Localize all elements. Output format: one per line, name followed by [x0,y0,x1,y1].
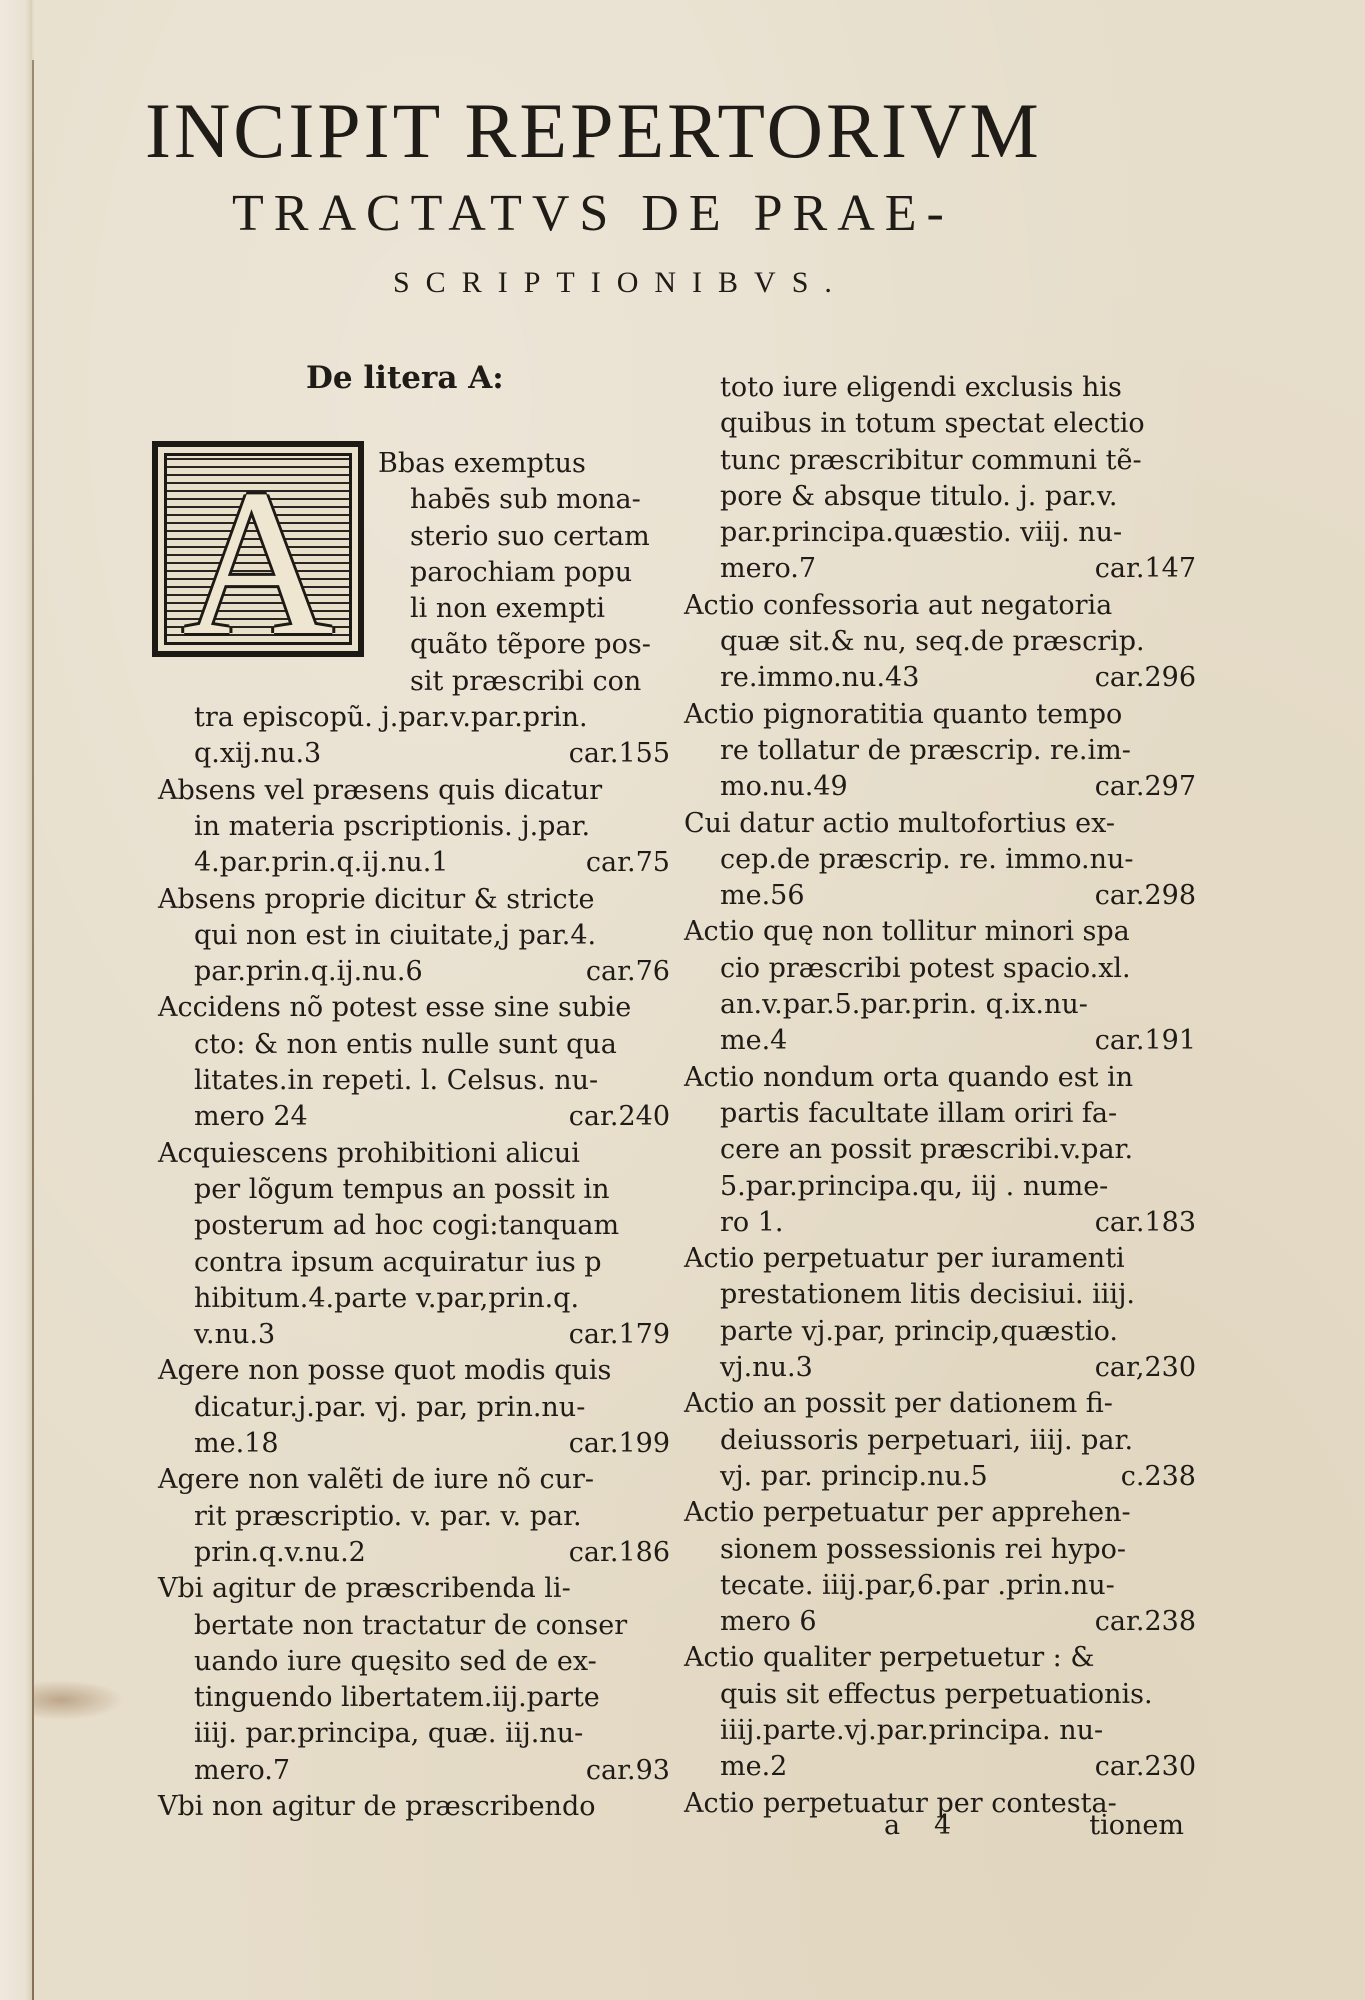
right-column-entries [684,370,1196,1822]
paper-stain [34,1680,124,1720]
entry-text: an.v.par.5.par.prin. q.ix.nu- [720,989,1088,1021]
folio-reference: car.183 [1094,1206,1196,1238]
index-entry-line [684,443,1196,479]
index-entry-head [684,1640,1196,1676]
entry-text: 5.par.principa.qu, iij . nume- [720,1170,1109,1202]
entry-text: Actio confessoria aut negatoria [684,589,1113,621]
index-entry-line [158,1680,670,1716]
folio-reference: car.155 [568,738,670,770]
entry-text: 4.par.prin.q.ij.nu.1 [194,847,449,879]
index-entry-line [684,1604,1196,1640]
entry-text: Accidens nõ potest esse sine subie [158,992,632,1024]
index-entry-line [158,482,670,518]
index-entry-line [684,1532,1196,1568]
index-entry-line [684,624,1196,660]
index-entry-line [684,1459,1196,1495]
entry-text: par.prin.q.ij.nu.6 [194,956,423,988]
index-entry-line [684,1023,1196,1059]
entry-text: mo.nu.49 [720,771,848,803]
folio-reference: car.186 [568,1536,670,1568]
index-entry-line [158,845,670,881]
index-entry-line [684,406,1196,442]
folio-reference: car.199 [568,1428,670,1460]
index-entry-line [158,1027,670,1063]
folio-reference: c.238 [1120,1460,1196,1492]
index-entry-line [684,370,1196,406]
index-entry-line [158,809,670,845]
entry-text: iiij.parte.vj.par.principa. nu- [720,1714,1104,1746]
entry-text: quis sit effectus perpetuationis. [720,1678,1153,1710]
entry-text: mero 6 [720,1606,817,1638]
index-entry-head [158,1789,670,1825]
folio-reference: car,230 [1094,1352,1196,1384]
title-line-1: INCIPIT REPERTORIVM [145,87,1042,174]
entry-text: Cui datur actio multofortius ex- [684,807,1115,839]
left-column [158,358,670,1825]
entry-text: me.4 [720,1025,788,1057]
entry-text: litates.in repeti. l. Celsus. nu- [194,1065,599,1097]
entry-text: me.56 [720,880,805,912]
entry-text: Agere non valẽti de iure nõ cur- [158,1464,594,1496]
title-line-2: TRACTATVS DE PRAE- [232,185,954,242]
entry-text: rit præscriptio. v. par. v. par. [194,1500,582,1532]
index-entry-line [684,733,1196,769]
entry-text: Actio perpetuatur per iuramenti [684,1243,1125,1275]
index-entry-line [684,1132,1196,1168]
entry-text: me.2 [720,1751,788,1783]
index-entry-line [684,1205,1196,1241]
index-entry-line [158,700,670,736]
entry-text: Vbi non agitur de præscribendo [158,1790,596,1822]
entry-text: dicatur.j.par. vj. par, prin.nu- [194,1391,586,1423]
folio-reference: car.238 [1094,1606,1196,1638]
entry-text: qui non est in ciuitate,j par.4. [194,919,597,951]
index-entry-head [158,882,670,918]
index-entry-line [158,555,670,591]
index-entry-line [158,1426,670,1462]
entry-text: li non exempti [410,593,606,625]
entry-text: contra ipsum acquiratur ius p [194,1246,602,1278]
entry-text: deiussoris perpetuari, iiij. par. [720,1424,1134,1456]
entry-text: Absens proprie dicitur & stricte [158,883,595,915]
entry-text: Actio pignoratitia quanto tempo [684,698,1123,730]
entry-text: quæ sit.& nu, seq.de præscrip. [720,626,1145,658]
entry-text: Agere non posse quot modis quis [158,1355,612,1387]
index-entry-head [158,1353,670,1389]
entry-text: prin.q.v.nu.2 [194,1536,366,1568]
entry-text: sterio suo certam [410,520,650,552]
entry-text: me.18 [194,1428,279,1460]
entry-text: Acquiescens prohibitioni alicui [158,1137,580,1169]
entry-text: parochiam popu [410,556,633,588]
right-column [684,370,1196,1822]
entry-text: prestationem litis decisiui. iiij. [720,1279,1136,1311]
entry-text: Vbi agitur de præscribenda li- [158,1573,571,1605]
index-entry-line [158,1208,670,1244]
entry-text: uando iure quęsito sed de ex- [194,1645,597,1677]
catchword: tionem [1089,1810,1184,1841]
index-entry-line [684,1749,1196,1785]
entry-text: Actio qualiter perpetuetur : & [684,1642,1095,1674]
section-heading: De litera A: [306,360,504,396]
page-number: 4 [934,1810,952,1841]
entry-text: quibus in totum spectat electio [720,408,1145,440]
entry-text: mero.7 [194,1754,291,1786]
index-entry-head [684,1060,1196,1096]
index-entry-line [684,951,1196,987]
entry-text: in materia pscriptionis. j.par. [194,810,591,842]
entry-text: Absens vel præsens quis dicatur [158,774,603,806]
index-entry-line [684,1277,1196,1313]
index-entry-head [158,1571,670,1607]
index-entry-head [684,697,1196,733]
index-entry-line [158,1317,670,1353]
entry-text: Bbas exemptus [378,448,586,479]
index-entry-line [158,1281,670,1317]
index-entry-line [684,842,1196,878]
entry-text: cto: & non entis nulle sunt qua [194,1028,617,1060]
folio-reference: car.93 [585,1754,670,1786]
index-entry-line [158,1172,670,1208]
entry-text: tecate. iiij.par,6.par .prin.nu- [720,1569,1115,1601]
entry-text: partis facultate illam oriri fa- [720,1097,1118,1129]
index-entry-line [684,1713,1196,1749]
folio-reference: car.147 [1094,553,1196,585]
entry-text: Actio quę non tollitur minori spa [684,916,1130,948]
index-entry-line [684,1314,1196,1350]
entry-text: toto iure eligendi exclusis his [720,372,1122,403]
folio-reference: car.298 [1094,880,1196,912]
index-entry-line [158,1063,670,1099]
left-column-entries [158,446,670,1825]
entry-text: habēs sub mona- [410,484,641,516]
spacer [158,418,670,446]
index-entry-line [158,1245,670,1281]
signature-mark: a [884,1810,901,1841]
entry-text: bertate non tractatur de conser [194,1609,628,1641]
index-entry-line [158,1390,670,1426]
index-entry-line [684,479,1196,515]
entry-text: pore & absque titulo. j. par.v. [720,480,1118,512]
entry-text: parte vj.par, princip,quæstio. [720,1315,1118,1347]
index-entry-head [684,1241,1196,1277]
folio-reference: car.230 [1094,1751,1196,1783]
entry-text: par.principa.quæstio. viij. nu- [720,517,1123,549]
index-entry-line [158,736,670,772]
entry-text: cep.de præscrip. re. immo.nu- [720,843,1134,875]
index-entry-line [158,954,670,990]
index-entry-head [158,1462,670,1498]
index-entry-line [158,519,670,555]
index-entry-line [684,1677,1196,1713]
folio-reference: car.76 [585,956,670,988]
index-entry-head [684,806,1196,842]
entry-text: mero 24 [194,1101,308,1133]
entry-text: cio præscribi potest spacio.xl. [720,952,1131,984]
entry-text: cere an possit præscribi.v.par. [720,1134,1134,1166]
index-entry-line [684,1350,1196,1386]
title-line-3: SCRIPTIONIBVS. [393,266,848,299]
index-entry-line [684,1169,1196,1205]
index-entry-head [158,773,670,809]
index-entry-line [158,1099,670,1135]
folio-reference: car.179 [568,1319,670,1351]
entry-text: v.nu.3 [194,1319,276,1351]
index-entry-line [158,1753,670,1789]
index-entry-line [158,1716,670,1752]
index-entry-line [158,1608,670,1644]
entry-text: tinguendo libertatem.iij.parte [194,1682,600,1714]
adjacent-page-edge [0,0,32,2000]
folio-reference: car.240 [568,1101,670,1133]
entry-text: sit præscribi con [410,665,642,697]
index-entry-head [684,588,1196,624]
folio-reference: car.296 [1094,662,1196,694]
entry-text: q.xij.nu.3 [194,738,322,770]
entry-text: sionem possessionis rei hypo- [720,1533,1127,1565]
index-entry-head [684,1495,1196,1531]
folio-reference: car.297 [1094,771,1196,803]
entry-text: per lõgum tempus an possit in [194,1173,610,1205]
index-entry-line [158,627,670,663]
index-entry-line [684,769,1196,805]
index-entry-head [158,990,670,1026]
woodcut-initial-letter: A [182,453,334,645]
index-entry-line [684,1568,1196,1604]
index-entry-line [158,591,670,627]
index-entry-head [684,914,1196,950]
entry-text: Actio perpetuatur per contesta- [684,1787,1117,1819]
index-entry-head [684,1386,1196,1422]
entry-text: posterum ad hoc cogi:tanquam [194,1210,620,1242]
index-entry-line [684,660,1196,696]
index-entry-line [684,551,1196,587]
entry-text: tunc præscribitur communi tẽ- [720,444,1142,476]
index-entry-line [684,1096,1196,1132]
folio-reference: car.191 [1094,1025,1196,1057]
entry-text: re tollatur de præscrip. re.im- [720,734,1131,766]
index-entry-line [158,1499,670,1535]
index-entry-line [158,446,670,482]
entry-text: Actio nondum orta quando est in [684,1061,1134,1093]
index-entry-line [684,987,1196,1023]
entry-text: Actio an possit per dationem fi- [684,1388,1113,1420]
index-entry-line [684,878,1196,914]
index-entry-line [684,1423,1196,1459]
index-entry-line [158,1644,670,1680]
entry-text: tra episcopũ. j.par.v.par.prin. [194,702,588,734]
index-entry-line [684,515,1196,551]
entry-text: ro 1. [720,1206,784,1238]
folio-reference: car.75 [585,847,670,879]
entry-text: mero.7 [720,553,817,585]
index-entry-line [158,918,670,954]
entry-text: iiij. par.principa, quæ. iij.nu- [194,1718,584,1750]
index-entry-line [158,664,670,700]
entry-text: hibitum.4.parte v.par,prin.q. [194,1282,580,1314]
entry-text: Actio perpetuatur per apprehen- [684,1497,1131,1529]
entry-text: vj. par. princip.nu.5 [720,1460,988,1492]
index-entry-head [158,1136,670,1172]
entry-text: re.immo.nu.43 [720,662,920,694]
index-entry-line [158,1535,670,1571]
entry-text: vj.nu.3 [720,1352,813,1384]
entry-text: quãto tẽpore pos- [410,629,651,661]
